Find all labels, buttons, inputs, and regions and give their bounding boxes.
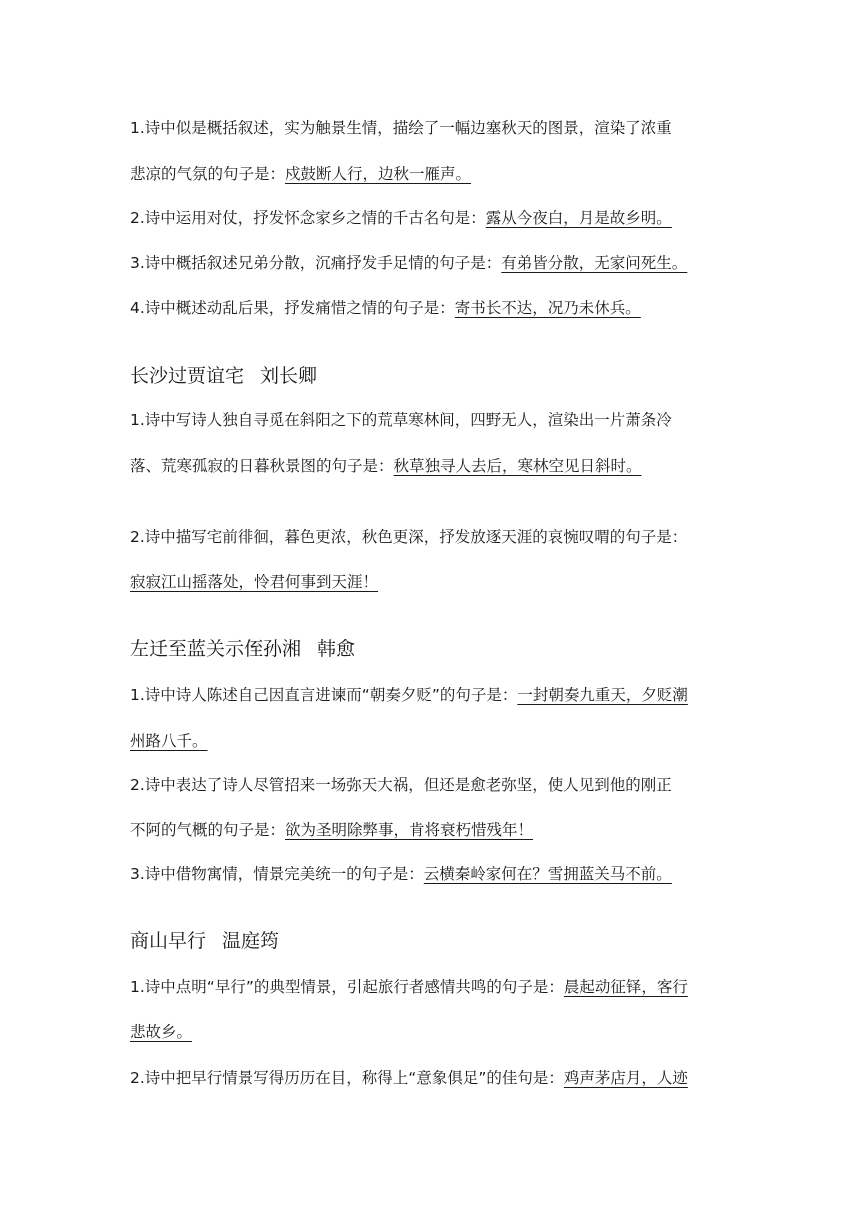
- answer-text: 鸡声茅店月，人迹: [563, 1069, 688, 1087]
- question-line: 1.诗中点明“早行”的典型情景，引起旅行者感情共鸣的句子是：晨起动征铎，客行: [130, 978, 688, 996]
- question-line: 3.诗中借物寓情，情景完美统一的句子是：云横秦岭家何在？雪拥蓝关马不前。: [130, 865, 672, 883]
- answer-text: 秋草独寻人去后，寒林空见日斜时。: [393, 457, 642, 475]
- poem-title: 长沙过贾谊宅 刘长卿: [130, 365, 318, 387]
- question-line: 悲凉的气氛的句子是：戍鼓断人行，边秋一雁声。: [130, 165, 472, 183]
- question-line: [130, 572, 378, 592]
- answer-text: 寄书长不达，况乃未休兵。: [454, 299, 641, 317]
- question-line: 落、荒寒孤寂的日暮秋景图的句子是：秋草独寻人去后，寒林空见日斜时。: [130, 457, 642, 475]
- question-line: 3.诗中概括叙述兄弟分散，沉痛抒发手足情的句子是：有弟皆分散，无家问死生。: [130, 254, 688, 272]
- question-line: 1.诗中似是概括叙述，实为触景生情，描绘了一幅边塞秋天的图景，渲染了浓重: [130, 119, 672, 137]
- question-line: 1.诗中诗人陈述自己因直言进谏而“朝奏夕贬”的句子是：一封朝奏九重天，夕贬潮: [130, 686, 688, 704]
- question-line: 2.诗中把早行情景写得历历在目，称得上“意象俱足”的佳句是：鸡声茅店月，人迹: [130, 1069, 688, 1087]
- poem-author: 韩愈: [317, 638, 356, 660]
- answer-text: 悲故乡。: [130, 1023, 193, 1041]
- answer-text: 晨起动征铎，客行: [563, 978, 688, 996]
- poem-title: 商山早行 温庭筠: [130, 930, 280, 952]
- question-line: [130, 1022, 192, 1042]
- answer-text: 寂寂江山摇落处，怜君何事到天涯！: [130, 573, 379, 591]
- question-line: 1.诗中写诗人独自寻觅在斜阳之下的荒草寒林间，四野无人，渲染出一片萧条冷: [130, 411, 672, 429]
- question-line: 2.诗中运用对仗，抒发怀念家乡之情的千古名句是：露从今夜白，月是故乡明。: [130, 209, 672, 227]
- question-line: [130, 731, 208, 751]
- answer-text: 欲为圣明除弊事，肯将衰朽惜残年！: [285, 821, 534, 839]
- question-line: 不阿的气概的句子是：欲为圣明除弊事，肯将衰朽惜残年！: [130, 821, 534, 839]
- poem-author: 刘长卿: [260, 365, 318, 387]
- answer-text: 州路八千。: [130, 732, 208, 750]
- poem-author: 温庭筠: [222, 930, 280, 952]
- poem-title: 左迁至蓝关示侄孙湘 韩愈: [130, 638, 356, 660]
- question-line: 2.诗中描写宅前徘徊，暮色更浓，秋色更深，抒发放逐天涯的哀惋叹喟的句子是：: [130, 528, 688, 546]
- answer-text: 一封朝奏九重天，夕贬潮: [517, 686, 688, 704]
- answer-text: 有弟皆分散，无家问死生。: [501, 254, 688, 272]
- answer-text: 云横秦岭家何在？雪拥蓝关马不前。: [423, 865, 672, 883]
- question-line: 2.诗中表达了诗人尽管招来一场弥天大祸，但还是愈老弥坚，使人见到他的刚正: [130, 776, 672, 794]
- question-line: 4.诗中概述动乱后果，抒发痛惜之情的句子是：寄书长不达，况乃未休兵。: [130, 299, 641, 317]
- answer-text: 戍鼓断人行，边秋一雁声。: [285, 165, 472, 183]
- answer-text: 露从今夜白，月是故乡明。: [485, 209, 672, 227]
